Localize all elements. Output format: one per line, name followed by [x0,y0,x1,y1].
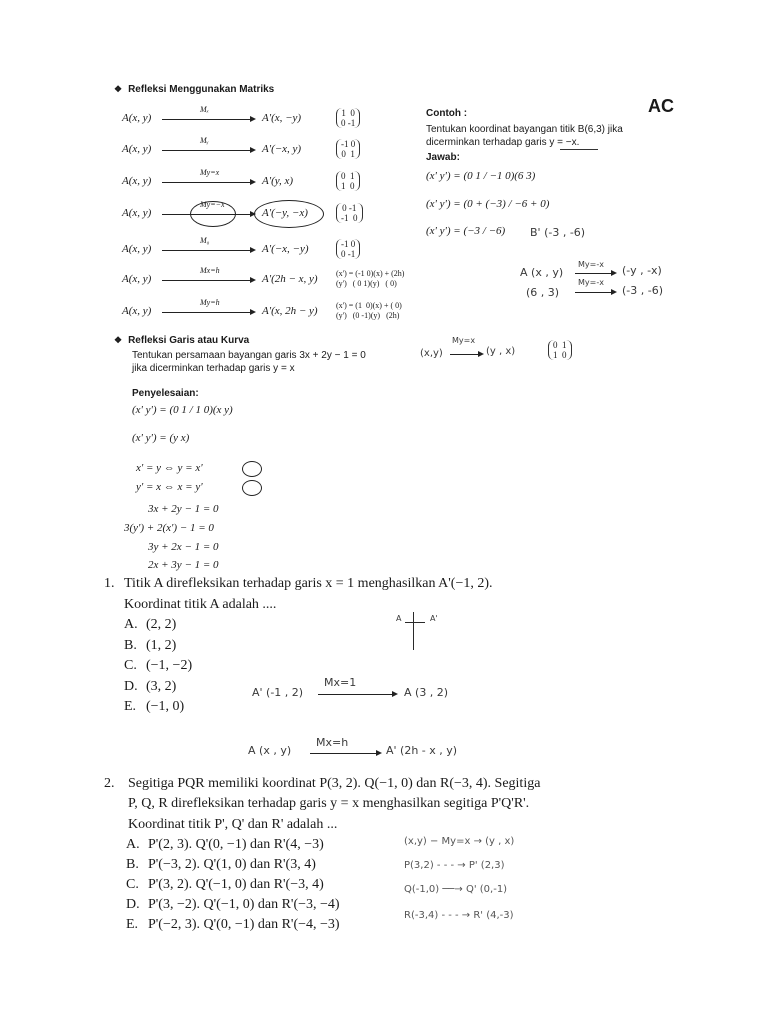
reflection-arrow [162,150,254,151]
reflection-formula: (x') = (-1 0)(x) + (2h) (y') ( 0 1)(y) ( 0) [336,269,405,288]
reflection-matrix: -1 0 0 -1 [336,239,360,259]
hw-sketch-tick [405,622,425,623]
hw-circle [242,480,262,496]
example-step-1: (x' y') = (0 1 / −1 0)(6 3) [426,170,536,182]
reflection-source: A(x, y) [122,175,152,187]
reflection-image: A'(y, x) [262,175,294,187]
solution-line: x' = y ⇔ y = x' [136,462,203,474]
reflection-arrow [162,312,254,313]
q2-option-text: P'(3, −2). Q'(−1, 0) dan R'(−3, −4) [148,897,340,912]
example-text-1: Tentukan koordinat bayangan titik B(6,3) jika [426,124,623,135]
hw-map2-label: My=-x [578,278,604,287]
q1-option-text: (2, 2) [146,617,177,632]
reflection-arrow [162,250,254,251]
q2-option-letter: B. [126,857,139,872]
hw-q1-right: A (3 , 2) [404,686,449,699]
hw-q2-line: P(3,2) - - - → P' (2,3) [404,860,505,871]
reflection-arrow [162,280,254,281]
hw-q1-left: A' (-1 , 2) [252,686,304,699]
reflection-source: A(x, y) [122,207,152,219]
reflection-matrix-label: My=x [200,168,220,177]
example-title: Contoh : [426,108,468,119]
reflection-matrix: -1 0 0 1 [336,139,360,159]
solution-line: 3x + 2y − 1 = 0 [148,503,219,515]
hw-q2-line: R(-3,4) - - - → R' (4,-3) [404,910,514,921]
q2-option-text: P'(3, 2). Q'(−1, 0) dan R'(−3, 4) [148,877,324,892]
hw-q1-2-label: Mx=h [316,736,349,749]
hw-q2-line: (x,y) − My=x → (y , x) [404,836,515,847]
hw-s2-right: (y , x) [486,346,516,357]
solution-line: y' = x ⇔ x = y' [136,481,203,493]
section1-heading: ❖ Refleksi Menggunakan Matriks [114,84,274,95]
q1-option-letter: B. [124,637,137,653]
hw-q1-2-left: A (x , y) [248,744,292,757]
q2-stem-2: P, Q, R direfleksikan terhadap garis y = x menghasilkan segitiga P'Q'R'. [128,796,530,811]
reflection-matrix-label: M₀ [200,236,210,245]
hw-circle [190,201,236,227]
q1-option-text: (−1, −2) [146,658,193,673]
q2-number: 2. [104,776,115,791]
q2-option-letter: E. [126,917,139,932]
reflection-matrix-label: My=−x [200,200,225,209]
hw-sketch-line [413,612,414,650]
reflection-image: A'(x, −y) [262,112,302,124]
q2-option-letter: D. [126,897,140,912]
q1-stem-2: Koordinat titik A adalah .... [124,597,277,612]
reflection-image: A'(x, 2h − y) [262,305,318,317]
hw-sketch-b: A' [430,614,438,623]
reflection-image: A'(−y, −x) [262,207,308,219]
hw-q1-label: Mx=1 [324,676,357,689]
hw-sketch-a: A [396,614,402,623]
q2-option-text: P'(2, 3). Q'(0, −1) dan R'(4, −3) [148,837,324,852]
hw-result: B' (-3 , -6) [530,226,586,239]
reflection-source: A(x, y) [122,143,152,155]
hw-underline [560,149,598,150]
q2-stem-3: Koordinat titik P', Q' dan R' adalah ... [128,817,338,832]
section2-text-2: jika dicerminkan terhadap garis y = x [132,363,295,374]
hw-map1-left: A (x , y) [520,266,564,279]
example-text-2: dicerminkan terhadap garis y = −x. [426,137,580,148]
q1-option-letter: E. [124,699,137,714]
reflection-arrow [162,119,254,120]
reflection-source: A(x, y) [122,243,152,255]
q2-option-text: P'(−3, 2). Q'(1, 0) dan R'(3, 4) [148,857,316,872]
example-answer-label: Jawab: [426,152,460,163]
hw-s2-left: (x,y) [420,348,443,359]
solution-line: 2x + 3y − 1 = 0 [148,559,219,571]
hw-s2-label: My=x [452,336,476,345]
reflection-image: A'(2h − x, y) [262,273,318,285]
hw-map1-label: My=-x [578,260,604,269]
reflection-source: A(x, y) [122,273,152,285]
reflection-matrix-label: Mx=h [200,266,220,275]
section2-text-1: Tentukan persamaan bayangan garis 3x + 2y − 1 = 0 [132,350,366,361]
q2-option-text: P'(−2, 3). Q'(0, −1) dan R'(−4, −3) [148,917,340,932]
hw-q1-2-arrow [310,753,380,754]
reflection-formula: (x') = (1 0)(x) + ( 0) (y') (0 -1)(y) (2h) [336,301,402,320]
q1-option-letter: C. [124,658,137,673]
q1-option-letter: D. [124,678,138,694]
hw-map1-arrow [575,273,615,274]
q2-option-letter: C. [126,877,139,892]
q1-option-text: (1, 2) [146,637,177,653]
hw-map2-right: (-3 , -6) [622,284,664,297]
reflection-source: A(x, y) [122,305,152,317]
corner-mark: AC [648,96,674,116]
q1-option-text: (3, 2) [146,678,177,694]
reflection-matrix-label: Mₓ [200,105,209,114]
example-step-2: (x' y') = (0 + (−3) / −6 + 0) [426,198,550,210]
example-step-3: (x' y') = (−3 / −6) [426,225,506,237]
hw-circle [254,200,324,228]
hw-map2-left: (6 , 3) [526,286,560,299]
reflection-matrix: 0 -1 -1 0 [336,203,363,223]
reflection-matrix: 0 1 1 0 [336,171,360,191]
hw-circle [242,461,262,477]
reflection-arrow [162,182,254,183]
reflection-matrix-label: Mᵧ [200,136,209,145]
reflection-matrix: 1 0 0 -1 [336,108,360,128]
hw-s2-arrow [450,354,482,355]
reflection-image: A'(−x, −y) [262,243,309,255]
hw-q1-2-right: A' (2h - x , y) [386,744,458,757]
solution-label: Penyelesaian: [132,388,199,399]
q1-number: 1. [104,576,115,591]
hw-s2-matrix: 0 1 1 0 [548,340,572,360]
hw-q2-line: Q(-1,0) ──→ Q' (0,-1) [404,884,508,895]
reflection-source: A(x, y) [122,112,152,124]
solution-line: 3y + 2x − 1 = 0 [148,541,219,553]
hw-q1-arrow [318,694,396,695]
q2-stem-1: Segitiga PQR memiliki koordinat P(3, 2). Q(−1, 0) dan R(−3, 4). Segitiga [128,776,541,791]
solution-line: (x' y') = (y x) [132,432,190,444]
reflection-image: A'(−x, y) [262,143,302,155]
hw-map2-arrow [575,292,615,293]
reflection-matrix-label: My=h [200,298,220,307]
section2-heading: ❖ Refleksi Garis atau Kurva [114,335,249,346]
hw-map1-right: (-y , -x) [622,264,662,277]
solution-line: 3(y') + 2(x') − 1 = 0 [124,522,214,534]
q2-option-letter: A. [126,837,140,852]
q1-option-text: (−1, 0) [146,699,185,714]
q1-option-letter: A. [124,617,138,632]
q1-stem-1: Titik A direfleksikan terhadap garis x = 1 menghasilkan A'(−1, 2). [124,576,493,591]
solution-line: (x' y') = (0 1 / 1 0)(x y) [132,404,233,416]
